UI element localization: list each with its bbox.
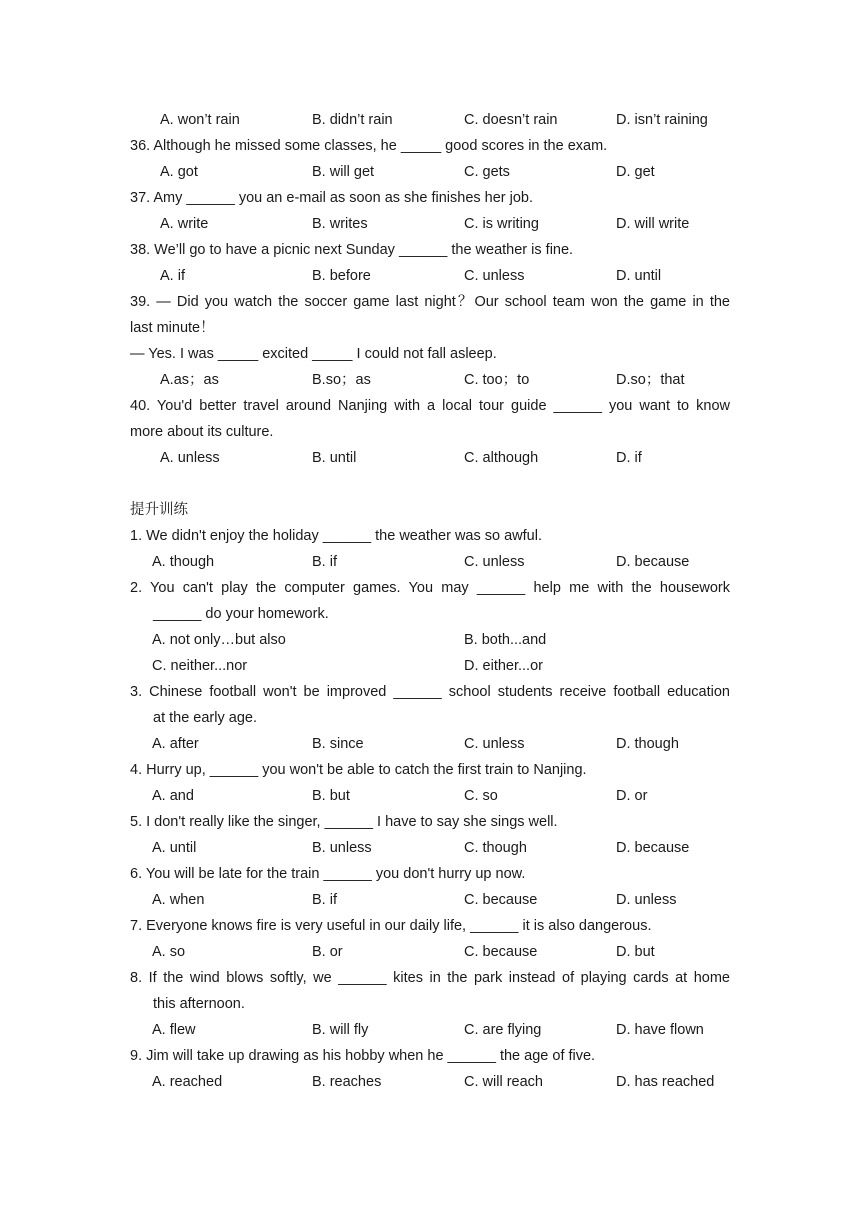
p-q8-options [130,1017,730,1043]
p-q2-options-row2 [130,653,730,679]
p-q1-option-c: C. unless [464,554,525,570]
q37-option-a: A. write [160,216,209,232]
q40-options [130,445,730,471]
q38-option-b: B. before [312,268,371,284]
p-q1-text: 1. We didn't enjoy the holiday ______ the weather was so awful. [130,528,542,544]
q37-options [130,211,730,237]
p-q3-option-c: C. unless [464,736,525,752]
q37-text: 37. Amy ______ you an e-mail as soon as she finishes her job. [130,190,534,206]
p-q5-text: 5. I don't really like the singer, ______ I have to say she sings well. [130,814,558,830]
q39-text-line2: last minute！ [130,320,215,336]
p-q8-option-b: B. will fly [312,1022,369,1038]
q35-option-a: A. won’t rain [160,112,240,128]
q40-text-line2: more about its culture. [130,424,274,440]
p-q1-option-b: B. if [312,554,337,570]
q35-option-c: C. doesn’t rain [464,112,558,128]
p-q4-option-c: C. so [464,788,498,804]
p-q9-text: 9. Jim will take up drawing as his hobby when he ______ the age of five. [130,1048,596,1064]
q37-option-b: B. writes [312,216,368,232]
p-q5-option-c: C. though [464,840,527,856]
q35-option-b: B. didn’t rain [312,112,393,128]
p-q3-text-line2: at the early age. [153,710,257,726]
p-q6-option-c: C. because [464,892,538,908]
p-q9-option-c: C. will reach [464,1074,543,1090]
q40-option-c: C. although [464,450,539,466]
p-q3-option-b: B. since [312,736,364,752]
p-q4-option-a: A. and [152,788,194,804]
p-q2-text-line1: 2. You can't play the computer games. You may ______ help me with the housework [130,580,730,596]
p-q4-text: 4. Hurry up, ______ you won't be able to catch the first train to Nanjing. [130,762,587,778]
p-q6-options [130,887,730,913]
q36-text: 36. Although he missed some classes, he _____ good scores in the exam. [130,138,608,154]
p-q2-options-row1 [130,627,730,653]
p-q3-option-a: A. after [152,736,199,752]
section-heading: 提升训练 [130,502,188,518]
p-q4-option-b: B. but [312,788,350,804]
q35-options [130,107,730,133]
p-q2-text-line2: ______ do your homework. [153,606,329,622]
p-q8-text-line2: this afternoon. [153,996,245,1012]
p-q9-option-d: D. has reached [616,1074,715,1090]
q39-options [130,367,730,393]
q38-option-a: A. if [160,268,185,284]
p-q7-option-d: D. but [616,944,655,960]
q39-text-line3: — Yes. I was _____ excited _____ I could not fall asleep. [130,346,497,362]
q39-option-d: D.so；that [616,372,685,388]
q39-text-line1: 39. — Did you watch the soccer game last night？Our school team won the game in the [130,294,730,310]
p-q8-option-d: D. have flown [616,1022,704,1038]
q37-option-d: D. will write [616,216,690,232]
p-q6-option-d: D. unless [616,892,677,908]
p-q9-options [130,1069,730,1095]
q40-option-a: A. unless [160,450,220,466]
p-q8-text-line1: 8. If the wind blows softly, we ______ kites in the park instead of playing cards at home [130,970,730,986]
p-q7-option-a: A. so [152,944,186,960]
p-q2-option-b: B. both...and [464,632,547,648]
p-q1-option-d: D. because [616,554,690,570]
p-q6-option-a: A. when [152,892,205,908]
p-q8-option-c: C. are flying [464,1022,542,1038]
p-q3-options [130,731,730,757]
q38-text: 38. We’ll go to have a picnic next Sunday ______ the weather is fine. [130,242,574,258]
p-q5-option-d: D. because [616,840,690,856]
p-q7-option-c: C. because [464,944,538,960]
p-q3-text-line1: 3. Chinese football won't be improved ______ school students receive football education [130,684,730,700]
q38-options [130,263,730,289]
q36-option-d: D. get [616,164,655,180]
p-q6-option-b: B. if [312,892,337,908]
q36-options [130,159,730,185]
q36-option-c: C. gets [464,164,510,180]
p-q1-options [130,549,730,575]
p-q8-option-a: A. flew [152,1022,196,1038]
p-q9-option-b: B. reaches [312,1074,382,1090]
q40-option-d: D. if [616,450,642,466]
q39-option-a: A.as；as [160,372,219,388]
p-q5-option-a: A. until [152,840,197,856]
p-q7-options [130,939,730,965]
p-q5-option-b: B. unless [312,840,372,856]
p-q7-text: 7. Everyone knows fire is very useful in our daily life, ______ it is also dangerous. [130,918,652,934]
q35-option-d: D. isn’t raining [616,112,708,128]
q39-option-b: B.so；as [312,372,371,388]
p-q5-options [130,835,730,861]
q38-option-d: D. until [616,268,662,284]
p-q2-option-a: A. not only…but also [152,632,286,648]
q36-option-b: B. will get [312,164,375,180]
p-q4-option-d: D. or [616,788,648,804]
q40-option-b: B. until [312,450,357,466]
p-q2-option-d: D. either...or [464,658,543,674]
q38-option-c: C. unless [464,268,525,284]
p-q6-text: 6. You will be late for the train ______ you don't hurry up now. [130,866,526,882]
p-q3-option-d: D. though [616,736,679,752]
p-q7-option-b: B. or [312,944,343,960]
p-q9-option-a: A. reached [152,1074,223,1090]
q37-option-c: C. is writing [464,216,539,232]
p-q2-option-c: C. neither...nor [152,658,248,674]
q39-option-c: C. too；to [464,372,530,388]
p-q1-option-a: A. though [152,554,215,570]
q36-option-a: A. got [160,164,198,180]
q40-text-line1: 40. You'd better travel around Nanjing with a local tour guide ______ you want to know [130,398,730,414]
p-q4-options [130,783,730,809]
